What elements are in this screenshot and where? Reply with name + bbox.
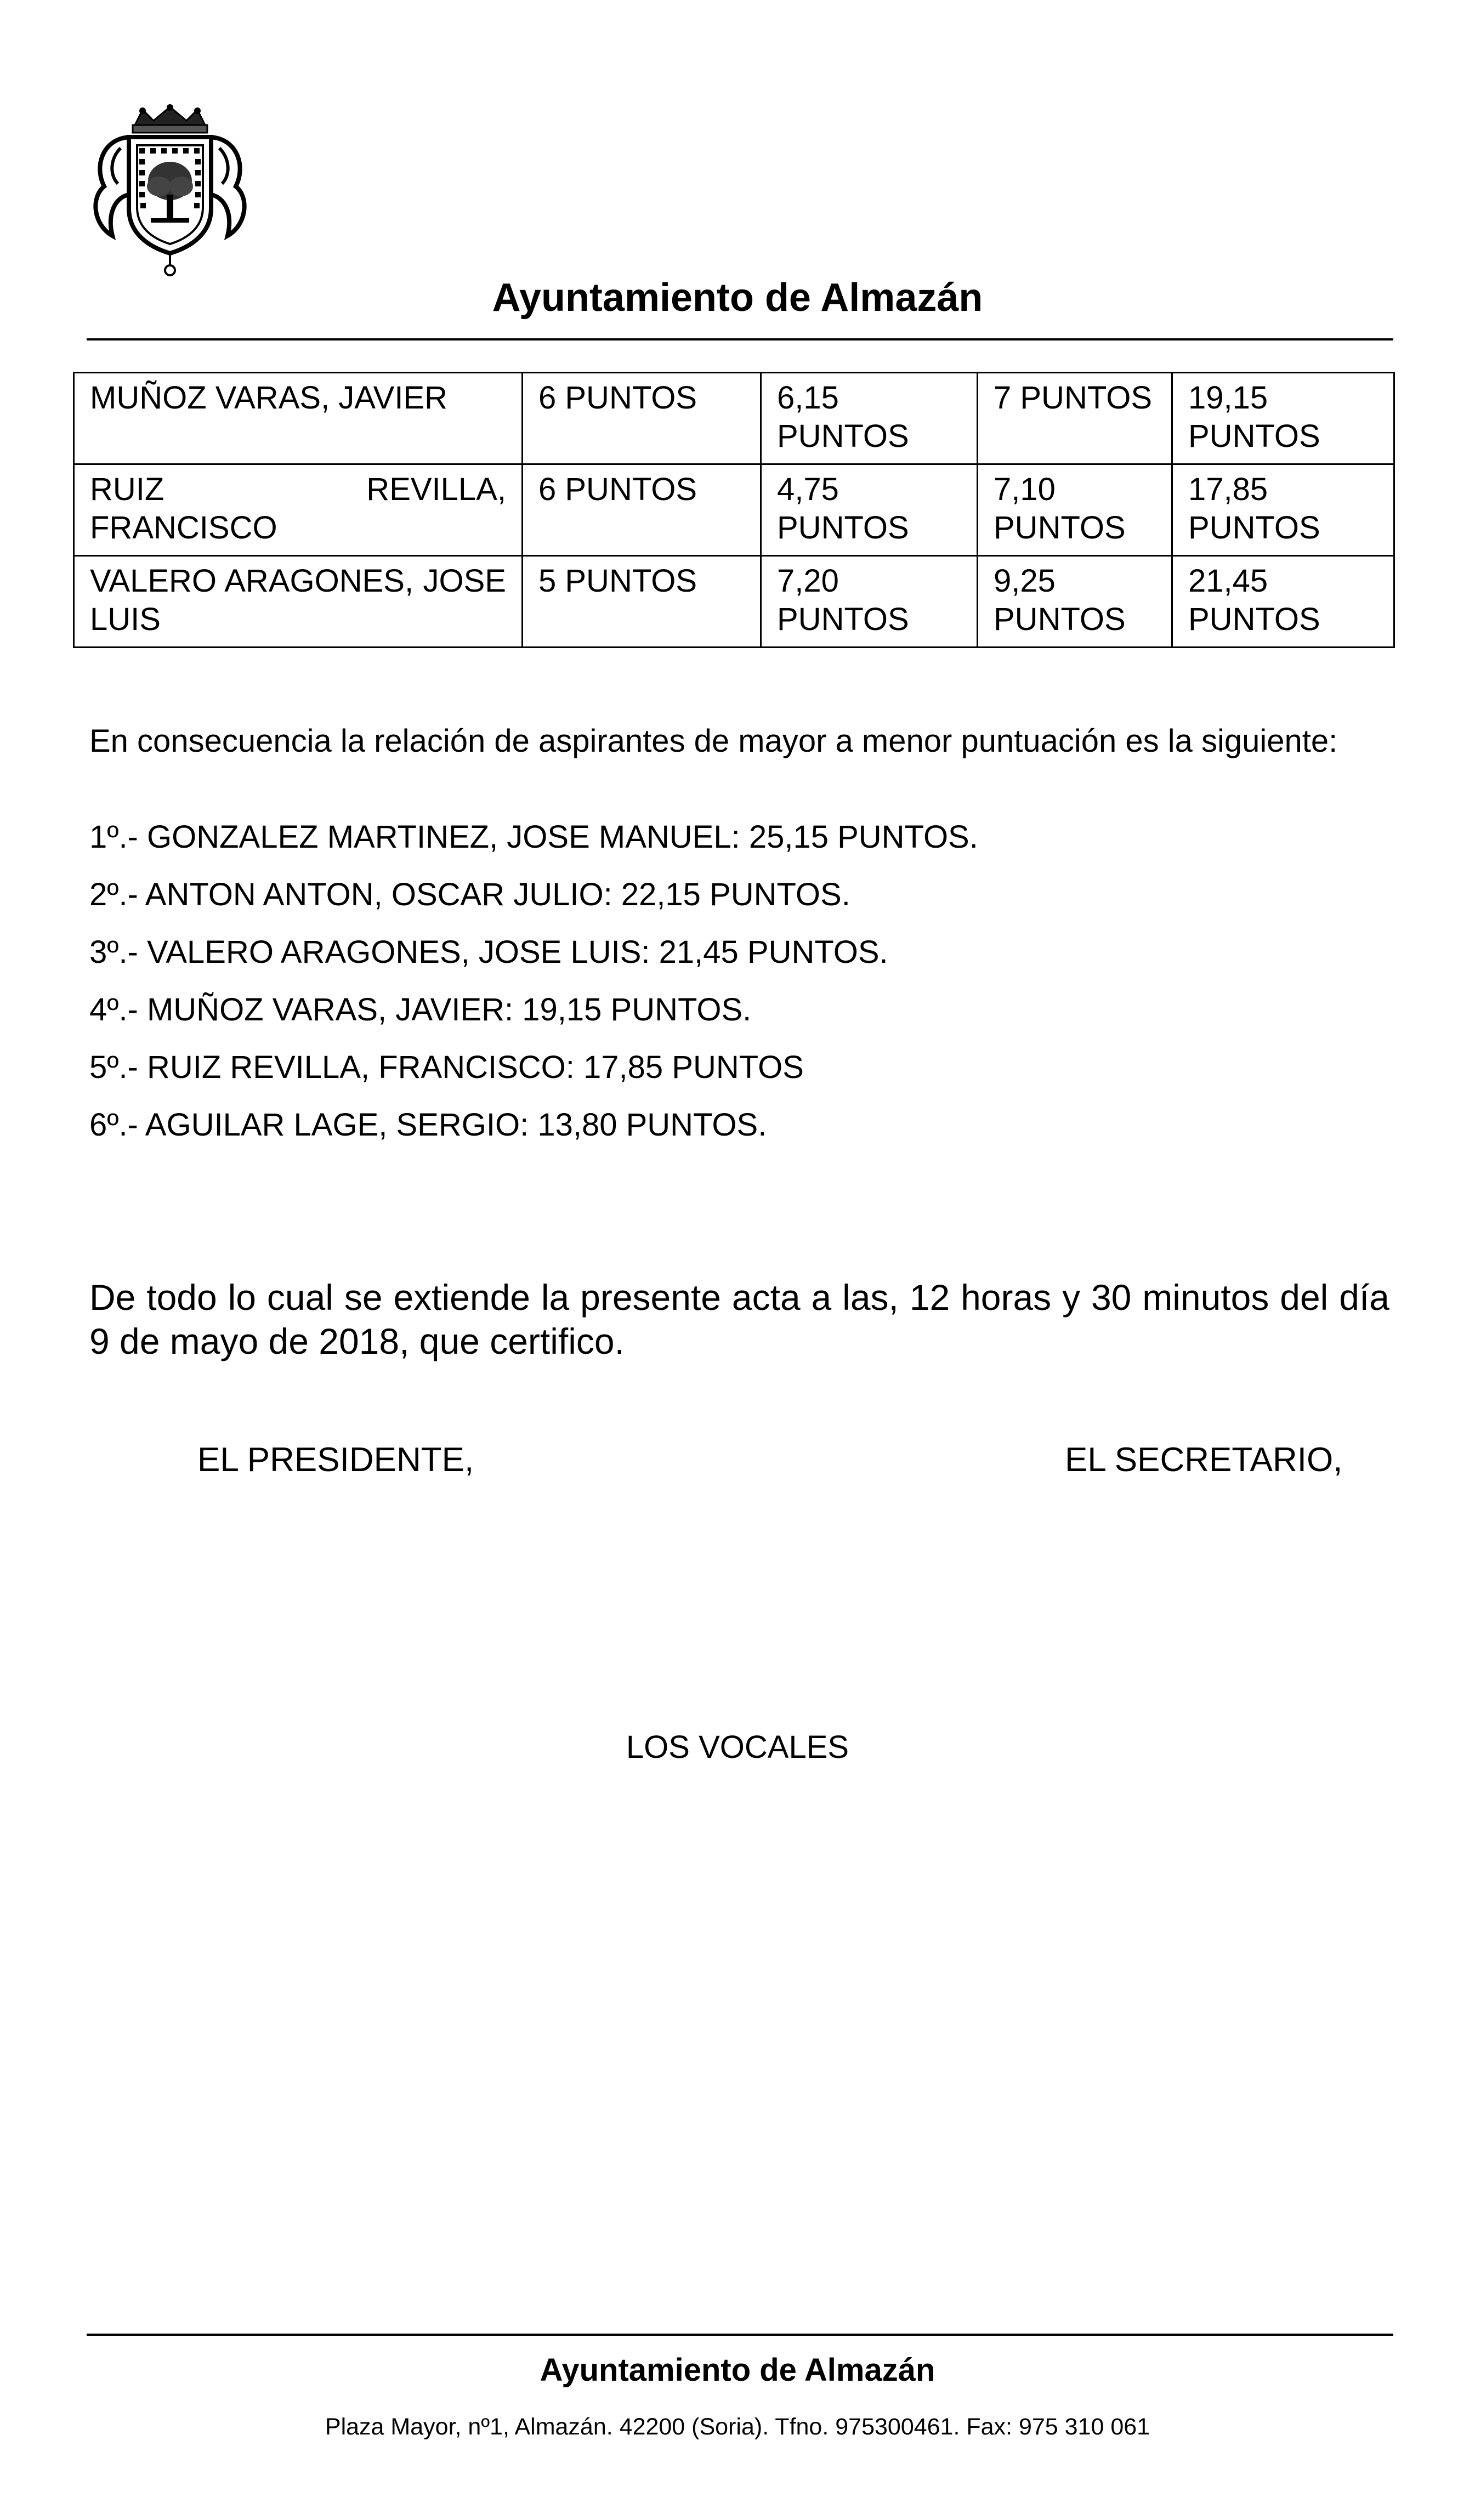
footer-address: Plaza Mayor, nº1, Almazán. 42200 (Soria). Tfno. 975300461. Fax: 975 310 061	[325, 2414, 1150, 2440]
table-cell-name: VALERO ARAGONES, JOSE LUIS	[74, 556, 523, 648]
table-cell-name: MUÑOZ VARAS, JAVIER	[74, 373, 523, 464]
table-cell: 17,85 PUNTOS	[1172, 464, 1394, 556]
table-cell: 6 PUNTOS	[523, 373, 761, 464]
scores-table	[73, 372, 1395, 648]
signature-secretary: EL SECRETARIO,	[1065, 1441, 1343, 1479]
footer-title: Ayuntamiento de Almazán	[540, 2352, 935, 2388]
table-cell: 6,15 PUNTOS	[761, 373, 978, 464]
table-cell-name: RUIZ REVILLA, FRANCISCO	[74, 464, 523, 556]
table-cell: 7,20 PUNTOS	[761, 556, 978, 648]
ranking-item: 1º.- GONZALEZ MARTINEZ, JOSE MANUEL: 25,15 PUNTOS.	[89, 819, 978, 855]
table-cell: 19,15 PUNTOS	[1172, 373, 1394, 464]
table-cell: 21,45 PUNTOS	[1172, 556, 1394, 648]
table-row	[74, 556, 1394, 648]
signature-president: EL PRESIDENTE,	[197, 1441, 474, 1479]
ranking-item: 3º.- VALERO ARAGONES, JOSE LUIS: 21,45 PUNTOS.	[89, 934, 888, 970]
table-cell: 9,25 PUNTOS	[978, 556, 1172, 648]
footer-divider	[87, 2334, 1393, 2336]
header-divider	[87, 338, 1393, 340]
ranking-intro: En consecuencia la relación de aspirantes de mayor a menor puntuación es la siguiente:	[89, 723, 1338, 759]
ranking-item: 6º.- AGUILAR LAGE, SERGIO: 13,80 PUNTOS.	[89, 1107, 767, 1143]
table-cell: 6 PUNTOS	[523, 464, 761, 556]
header-title: Ayuntamiento de Almazán	[492, 276, 983, 320]
ranking-item: 2º.- ANTON ANTON, OSCAR JULIO: 22,15 PUNTOS.	[89, 877, 850, 912]
table-cell: 5 PUNTOS	[523, 556, 761, 648]
ranking-item: 5º.- RUIZ REVILLA, FRANCISCO: 17,85 PUNTOS	[89, 1049, 804, 1085]
signature-members: LOS VOCALES	[626, 1729, 849, 1765]
table-row	[74, 373, 1394, 464]
table-cell: 4,75 PUNTOS	[761, 464, 978, 556]
coat-of-arms-icon	[82, 104, 258, 280]
closing-statement: De todo lo cual se extiende la presente acta a las, 12 horas y 30 minutos del día 9 de mayo de 2018, que certifico.	[89, 1277, 1389, 1361]
table-row	[74, 464, 1394, 556]
table-cell: 7 PUNTOS	[978, 373, 1172, 464]
table-cell: 7,10 PUNTOS	[978, 464, 1172, 556]
ranking-item: 4º.- MUÑOZ VARAS, JAVIER: 19,15 PUNTOS.	[89, 992, 752, 1028]
